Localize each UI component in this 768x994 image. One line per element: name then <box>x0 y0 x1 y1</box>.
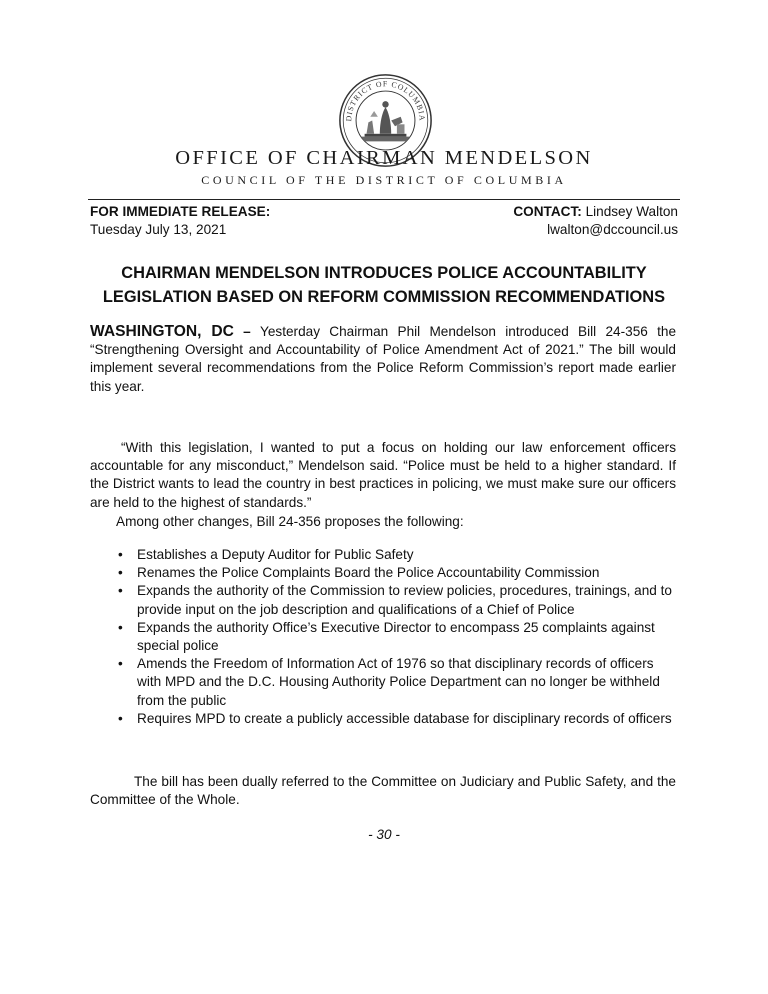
list-item: • Expands the authority Office’s Executive Director to encompass 25 complaints against special police <box>118 619 655 654</box>
headline-line-1: CHAIRMAN MENDELSON INTRODUCES POLICE ACCOUNTABILITY <box>121 264 647 282</box>
bullet-icon: • <box>118 619 123 635</box>
list-item: • Establishes a Deputy Auditor for Public Safety <box>90 546 676 564</box>
office-title: OFFICE OF CHAIRMAN MENDELSON <box>175 147 593 169</box>
list-item: • Requires MPD to create a publicly accessible database for disciplinary records of officers <box>90 710 676 728</box>
bullet-icon: • <box>118 547 123 562</box>
lead-paragraph <box>90 323 676 396</box>
quote-paragraph: “With this legislation, I wanted to put a focus on holding our law enforcement officers accountable for any misconduct,” Mendelson said. “Police must be held to a higher standard. If the District wants to lead the country in best practices in policing, we must make sure our officers are held to the highest of standards.” <box>90 440 676 510</box>
header-divider <box>88 199 680 200</box>
lead-text: Yesterday Chairman Phil Mendelson introduced Bill 24-356 the “Strengthening Oversight and Accountability of Police Amendment Act of 2021.” The bill would implement several recommendations from the Police Reform Commission’s report made earlier this year. <box>90 324 677 394</box>
release-date: Tuesday July 13, 2021 <box>90 222 227 237</box>
dateline-dash: – <box>233 324 261 339</box>
intro-to-list: Among other changes, Bill 24-356 proposes the following: <box>116 514 464 529</box>
svg-text:DISTRICT OF COLUMBIA: DISTRICT OF COLUMBIA <box>344 79 427 122</box>
contact-name: Lindsey Walton <box>585 204 678 219</box>
headline-line-2: LEGISLATION BASED ON REFORM COMMISSION RECOMMENDATIONS <box>102 288 666 306</box>
contact-line <box>513 204 678 219</box>
headline <box>80 261 688 309</box>
list-item: • Renames the Police Complaints Board the Police Accountability Commission <box>90 564 676 582</box>
release-label: FOR IMMEDIATE RELEASE: <box>90 204 271 219</box>
list-item: • Expands the authority of the Commission to review policies, procedures, trainings, and to provide input on the job description and qualifications of a Chief of Police <box>118 583 672 617</box>
contact-label: CONTACT: <box>513 204 582 219</box>
end-mark: - 30 - <box>368 827 400 842</box>
bullet-icon: • <box>118 565 123 581</box>
bullet-icon: • <box>118 710 123 726</box>
contact-email: lwalton@dccouncil.us <box>547 222 678 237</box>
bullet-icon: • <box>118 583 123 599</box>
list-item: • Amends the Freedom of Information Act of 1976 so that disciplinary records of officers with MPD and the D.C. Housing Authority Police Department can no longer be withheld from the public <box>118 656 660 708</box>
dateline: WASHINGTON, DC <box>90 323 234 340</box>
closing-paragraph: The bill has been dually referred to the Committee on Judiciary and Public Safety, and the Committee of the Whole. <box>90 774 676 808</box>
office-subtitle: COUNCIL OF THE DISTRICT OF COLUMBIA <box>201 173 567 187</box>
proposals-list <box>90 546 676 728</box>
bullet-icon: • <box>118 656 123 672</box>
